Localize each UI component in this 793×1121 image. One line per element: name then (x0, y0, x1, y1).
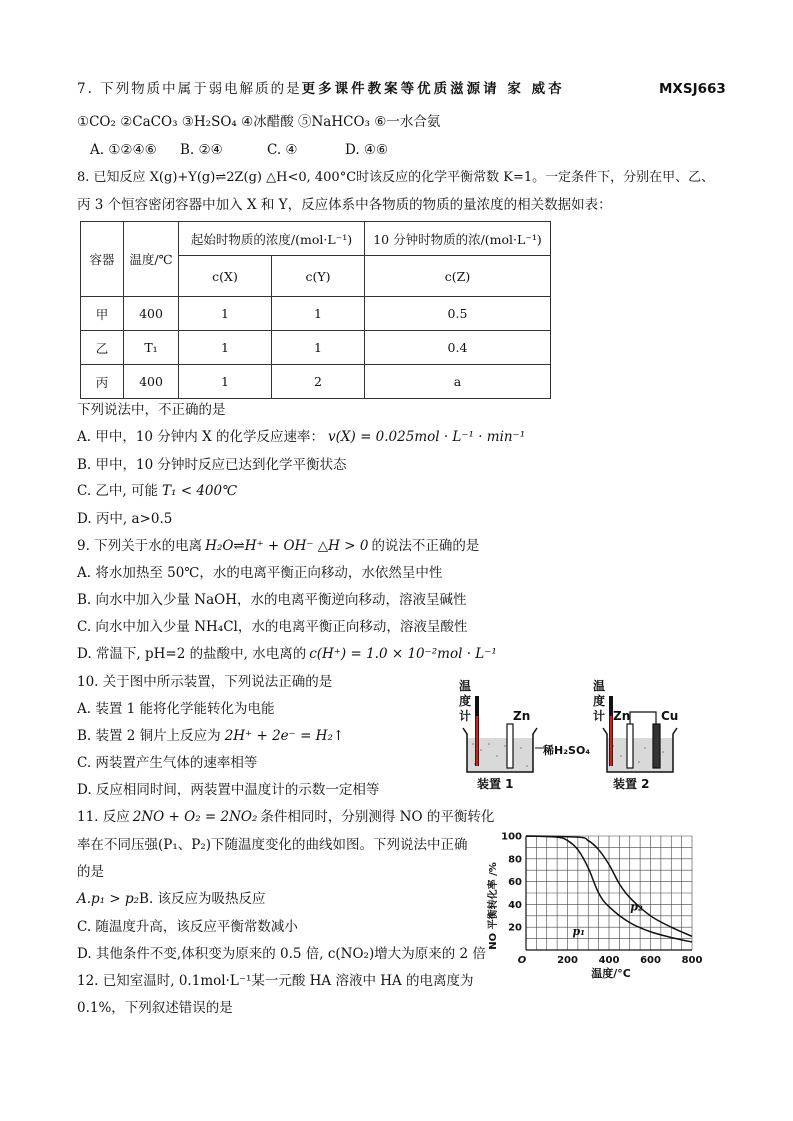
thermometer-1-label-c: 计 (459, 709, 472, 723)
q11-option-d: D. 其他条件不变,体积变为原来的 0.5 倍, c(NO₂)增大为原来的 2 倍 (77, 946, 486, 962)
doc-code: MXSJ663 (659, 81, 726, 97)
x-tick-label: 600 (640, 955, 661, 966)
q8-option-a-formula: v(X) = 0.025mol · L⁻¹ · min⁻¹ (328, 429, 526, 445)
cell-container: 丙 (81, 365, 124, 399)
q8-question: 下列说法中，不正确的是 (77, 402, 226, 418)
q8-stem-line2: 丙 3 个恒容密闭容器中加入 X 和 Y，反应体系中各物质的物质的量浓度的相关数据如表： (77, 197, 612, 213)
q9-option-a: A. 将水加热至 50℃，水的电离平衡正向移动，水依然呈中性 (77, 565, 443, 581)
q8-option-c (77, 482, 237, 500)
th-temperature: 温度/℃ (124, 222, 179, 297)
chart-x-axis-label: 温度/°C (591, 967, 631, 980)
q8-option-c-text: C. 乙中, 可能 (77, 483, 159, 499)
acid-label: 稀H₂SO₄ (543, 744, 591, 757)
q8-option-a (77, 428, 525, 446)
th-10min-conc: 10 分钟时物质的浓/(mol·L⁻¹) (365, 222, 551, 256)
table-row (81, 365, 551, 399)
q11-stem-b: 条件相同时，分别测得 NO 的平衡转化 (260, 809, 495, 825)
concentration-table (80, 221, 551, 399)
q12-stem-line2: 0.1%，下列叙述错误的是 (77, 1000, 233, 1016)
cell-cy: 2 (272, 365, 365, 399)
q8-option-a-text: A. 甲中，10 分钟内 X 的化学反应速率： (77, 429, 324, 445)
beaker-2 (603, 728, 677, 772)
q10-option-b-text: B. 装置 2 铜片上反应为 (77, 728, 221, 744)
device-2-label: 装置 2 (613, 777, 650, 791)
thermometer-2-label-a: 温 (593, 679, 606, 693)
copper-label: Cu (661, 709, 679, 723)
q11-stem-a: 11. 反应 (77, 809, 130, 825)
th-container: 容器 (81, 222, 124, 297)
x-tick-label: 400 (598, 955, 620, 966)
cell-temp: 400 (124, 365, 179, 399)
table-row (81, 331, 551, 365)
zinc-strip-2 (627, 724, 633, 768)
q9-stem-text: 9. 下列关于水的电离 (77, 538, 203, 554)
copper-strip (653, 724, 660, 768)
q9-stem (77, 537, 479, 555)
cell-container: 乙 (81, 331, 124, 365)
q11-options-ab (77, 890, 266, 908)
watermark-text: 更多课件教案等优质滋源请 家 威杏 (301, 81, 565, 97)
connecting-wire (630, 712, 656, 724)
no-conversion-chart (482, 826, 712, 982)
q11-option-a: A.p₁ > p₂ (77, 891, 140, 907)
cell-cz: 0.5 (365, 297, 551, 331)
thermometer-2-label-b: 度 (593, 694, 606, 708)
q7-line1 (77, 80, 565, 98)
y-tick-label: 100 (501, 831, 522, 843)
q10-option-b-formula: 2H⁺ + 2e⁻ = H₂↑ (224, 728, 345, 744)
q10-option-d: D. 反应相同时间，两装置中温度计的示数一定相等 (77, 782, 380, 798)
q12-stem-line1: 12. 已知室温时, 0.1mol·L⁻¹某一元酸 HA 溶液中 HA 的电离度为 (77, 973, 474, 989)
q11-stem-line1 (77, 808, 494, 826)
th-initial-conc: 起始时物质的浓度/(mol·L⁻¹) (179, 222, 365, 256)
q9-option-d (77, 645, 497, 663)
thermometer-1-label-b: 度 (459, 694, 472, 708)
q7-stem: 7. 下列物质中属于弱电解质的是 (77, 81, 302, 97)
q10-option-c: C. 两装置产生气体的速率相等 (77, 755, 258, 771)
cell-container: 甲 (81, 297, 124, 331)
table-row (81, 297, 551, 331)
y-tick-label: 80 (508, 854, 522, 866)
cell-temp: 400 (124, 297, 179, 331)
zinc-strip-1 (507, 724, 513, 768)
q7-items: ①CO₂ ②CaCO₃ ③H₂SO₄ ④冰醋酸 ⑤NaHCO₃ ⑥一水合氨 (77, 114, 441, 130)
x-tick-label: 200 (557, 955, 578, 966)
th-cx: c(X) (179, 256, 272, 297)
q11-option-c: C. 随温度升高，该反应平衡常数减小 (77, 919, 298, 935)
q9-option-c: C. 向水中加入少量 NH₄Cl，水的电离平衡正向移动，溶液呈酸性 (77, 619, 468, 635)
q11-stem-line2: 率在不同压强(P₁、P₂)下随温度变化的曲线如图。下列说法中正确 (77, 837, 468, 853)
q9-stem-formula: H₂O⇌H⁺ + OH⁻ △H > 0 (205, 538, 369, 554)
q8-option-b: B. 甲中，10 分钟时反应已达到化学平衡状态 (77, 457, 347, 473)
thermometer-2-label-c: 计 (593, 709, 606, 723)
series-label-p1: p₁ (572, 925, 585, 939)
q10-option-b (77, 727, 344, 745)
q9-option-d-formula: c(H⁺) = 1.0 × 10⁻²mol · L⁻¹ (309, 646, 497, 662)
q9-option-d-text: D. 常温下, pH=2 的盐酸中, 水电离的 (77, 646, 307, 662)
chart-grid (526, 836, 692, 950)
cell-cz: a (365, 365, 551, 399)
cell-cx: 1 (179, 365, 272, 399)
device-1-label: 装置 1 (477, 777, 514, 791)
q9-option-b: B. 向水中加入少量 NaOH，水的电离平衡逆向移动，溶液呈碱性 (77, 592, 467, 608)
cell-cx: 1 (179, 297, 272, 331)
q11-option-b: B. 该反应为吸热反应 (139, 891, 266, 907)
cell-cy: 1 (272, 297, 365, 331)
x-tick-label: 800 (681, 955, 703, 966)
q8-option-d: D. 丙中, a>0.5 (77, 511, 173, 527)
y-tick-label: 40 (508, 899, 522, 911)
cell-cy: 1 (272, 331, 365, 365)
cell-cx: 1 (179, 331, 272, 365)
chart-y-axis-label: NO 平衡转化率 /% (488, 862, 499, 950)
cell-cz: 0.4 (365, 331, 551, 365)
q11-equation: 2NO + O₂ = 2NO₂ (132, 809, 258, 825)
q7-option-c: C. ④ (267, 142, 298, 158)
q8-stem-line1: 8. 已知反应 X(g)+Y(g)⇌2Z(g) △H<0, 400°C时该反应的化学平衡常数 K=1。一定条件下，分别在甲、乙、 (77, 170, 715, 185)
apparatus-figure (455, 676, 725, 796)
q7-option-d: D. ④⑥ (345, 142, 389, 158)
q10-option-a: A. 装置 1 能将化学能转化为电能 (77, 701, 275, 717)
cell-temp: T₁ (124, 331, 179, 365)
q10-stem: 10. 关于图中所示装置，下列说法正确的是 (77, 674, 333, 690)
y-tick-label: 60 (508, 877, 522, 889)
y-tick-label: 20 (508, 922, 522, 934)
q11-stem-line3: 的是 (77, 864, 104, 880)
q8-option-c-formula: T₁ < 400℃ (162, 483, 238, 499)
series-label-p2: p₂ (630, 900, 643, 914)
beaker-1 (463, 728, 537, 772)
zinc-2-label: Zn (613, 709, 631, 723)
q7-option-a: A. ①②④⑥ (90, 142, 157, 158)
thermometer-1-label-a: 温 (459, 679, 472, 693)
th-cy: c(Y) (272, 256, 365, 297)
q7-option-b: B. ②④ (180, 142, 223, 158)
q9-stem-end: 的说法不正确的是 (371, 538, 480, 554)
x-tick-label: O (517, 955, 527, 966)
zinc-1-label: Zn (513, 709, 531, 723)
th-cz: c(Z) (365, 256, 551, 297)
